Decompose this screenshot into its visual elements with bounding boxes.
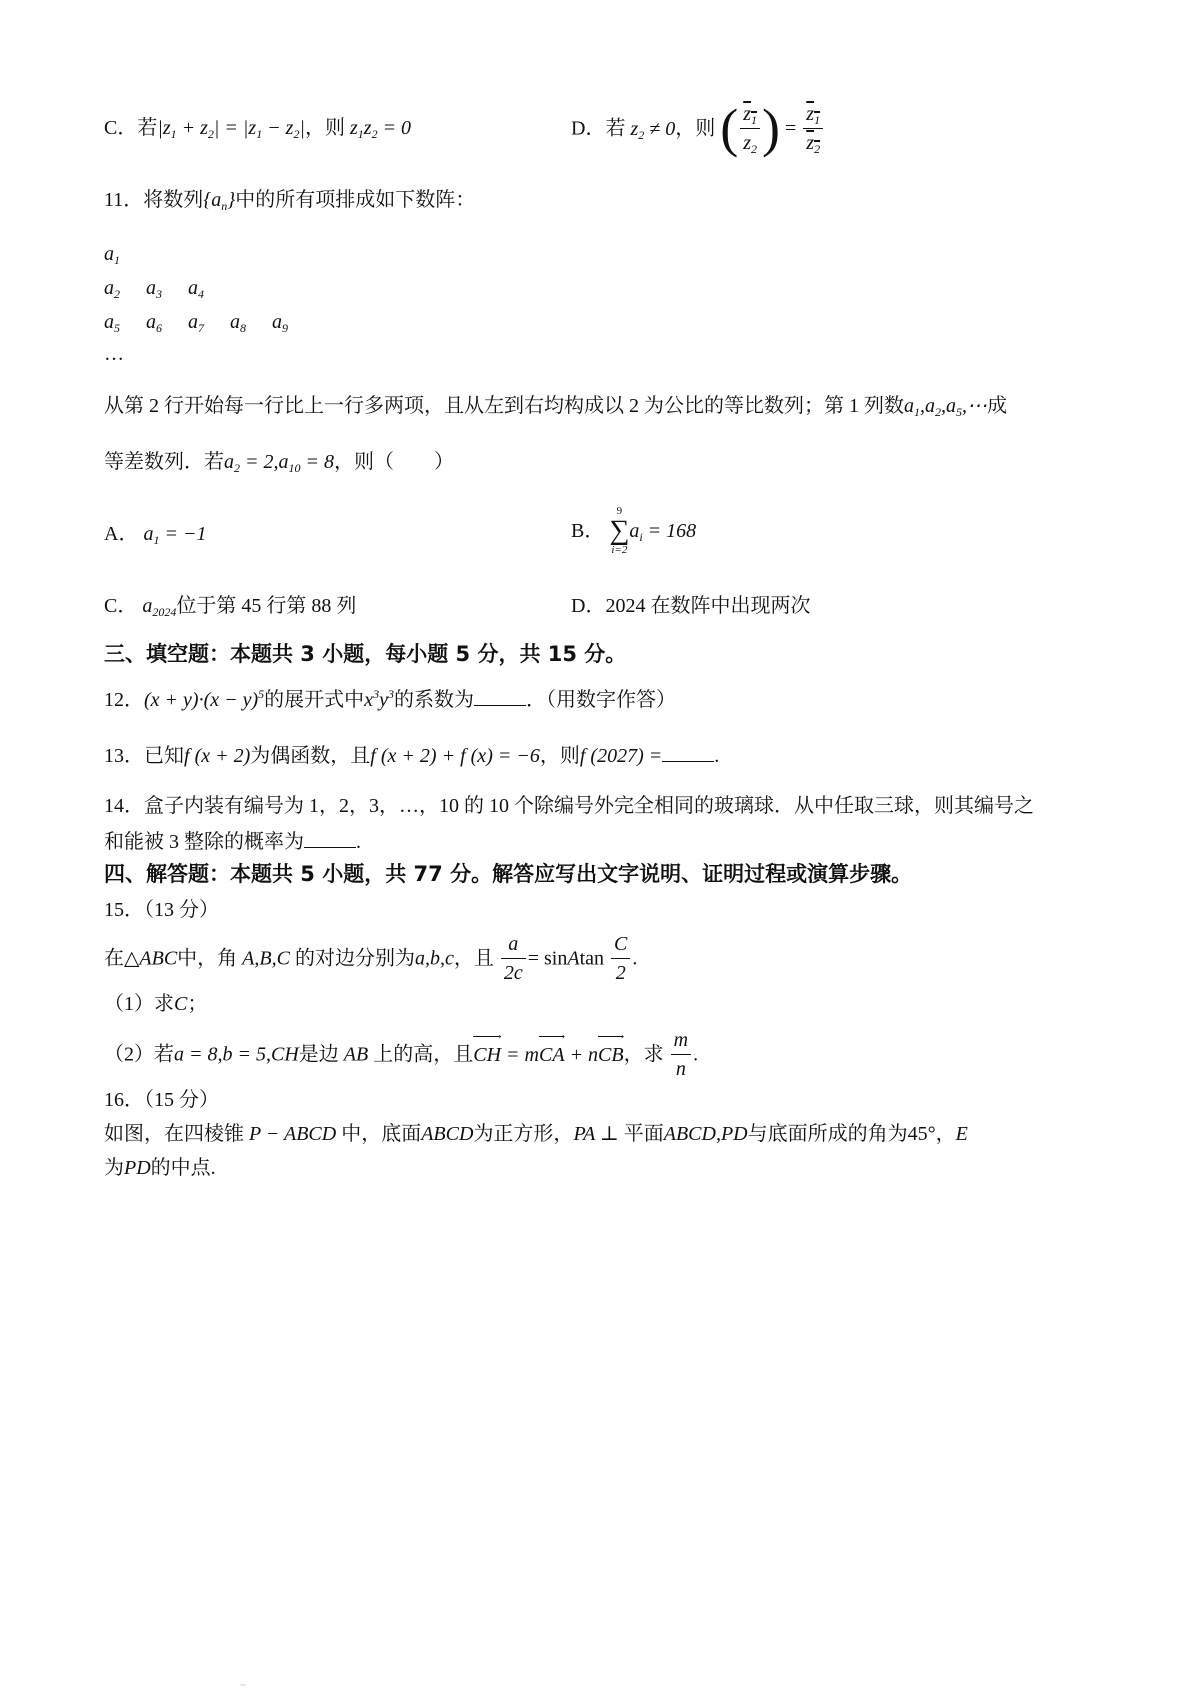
q16-text: 与底面所成的角为: [747, 1123, 908, 1145]
q10-option-d-label: D．若: [571, 117, 626, 140]
q12-tail: ．（用数字作答）: [525, 689, 676, 711]
formula: $|z_1 + z_2| = |z_1 - z_2|$: [157, 117, 305, 141]
q15-part2: （2）若a = 8,b = 5,CH是边 AB 上的高，且→ CH = m→ CA + n→ CB，求 $\frac{m}{n}$ .: [104, 1028, 698, 1081]
q15-text: ，且: [453, 947, 494, 970]
q14-line2: [104, 832, 361, 852]
array-row-2: $a_2$ $a_3$ $a_4$: [104, 277, 204, 301]
q12-text: 的系数为: [393, 689, 474, 711]
q11-option-a: [104, 523, 207, 547]
q16-text: 为: [104, 1157, 124, 1179]
q11-option-c: [104, 595, 357, 619]
option-label: A．: [104, 523, 139, 545]
q16-text: 如图，在四棱锥: [104, 1123, 244, 1145]
q14-tail: .: [356, 831, 361, 853]
section-3-title: 三、填空题：本题共 3 小题，每小题 5 分，共 15 分。: [104, 642, 627, 666]
q16-text: 中，底面: [341, 1123, 422, 1145]
q10-option-c-label: C．若: [104, 117, 158, 139]
q15-text: 中，角: [177, 947, 238, 970]
q15-text: 上的高，且: [373, 1043, 474, 1066]
q13-text: 为偶函数，且: [250, 745, 371, 767]
q11-desc-tail: 成: [987, 395, 1007, 417]
answer-blank[interactable]: [474, 691, 526, 706]
formula: $\{a_n\}$: [203, 189, 236, 213]
q10-option-d-text: ，则: [675, 117, 716, 140]
fraction: $\frac{z_1}{z_2}$: [740, 102, 760, 155]
formula: $a_1 = -1$: [138, 523, 207, 547]
q10-option-d: D．若 $z_2 \ne 0$，则 ( $\frac{z_1}{z_2}$ ) = $\frac{z_1}{z_2}$: [571, 102, 825, 155]
answer-blank[interactable]: [662, 747, 714, 762]
footer-mark: [240, 1684, 246, 1686]
formula: f (x + 2) + f (x) = −6: [370, 745, 540, 767]
q11-desc-line2: [104, 451, 454, 475]
formula: f (2027) =: [579, 745, 663, 767]
option-label: C．: [104, 595, 138, 617]
formula: $(x + y)\cdot(x - y)^5$: [144, 687, 265, 711]
q11-option-b: B． 9 ∑ i=2 $a_i = 168$: [571, 505, 697, 556]
section-4-title: 四、解答题：本题共 5 小题，共 77 分。解答应写出文字说明、证明过程或演算步骤。: [104, 862, 913, 886]
formula: $x^3y^3$: [364, 687, 394, 711]
q11-number: 11．将数列: [104, 189, 204, 211]
formula: $a_{2024}$: [137, 595, 177, 619]
q15-text: 在△: [104, 947, 140, 970]
q15-text: （2）若: [104, 1043, 174, 1066]
q11-option-d: D．2024 在数阵中出现两次: [571, 595, 811, 617]
q11-desc-text: 等差数列．若: [104, 451, 224, 473]
array-row-3: $a_5$ $a_6$ $a_7$ $a_8$ $a_9$: [104, 311, 288, 335]
q12-number: 12．: [104, 689, 144, 711]
q15-text: 的对边分别为: [294, 947, 415, 970]
q16-text: 的中点.: [150, 1157, 216, 1179]
q12: [104, 687, 676, 711]
q13: 13．已知f (x + 2)为偶函数，且f (x + 2) + f (x) = −6，则f (2027) = .: [104, 745, 720, 767]
q13-text: ，则: [539, 745, 580, 767]
q14-line1: 14．盒子内装有编号为 1，2，3，…，10 的 10 个除编号外完全相同的玻璃球．从中任取三球，则其编号之: [104, 795, 1034, 817]
q13-text: 13．已知: [104, 745, 184, 767]
q15-header: 15．（13 分）: [104, 899, 219, 921]
fraction: $\frac{a}{2c}$: [501, 932, 526, 985]
formula: $z_1z_2 = 0$: [344, 117, 412, 141]
array-ellipsis: …: [104, 343, 124, 365]
q15-text: （1）求: [104, 993, 174, 1015]
q15-text: ；: [187, 993, 208, 1015]
formula: f (x + 2): [184, 745, 251, 767]
answer-blank[interactable]: [304, 833, 356, 848]
fraction: $\frac{z_1}{z_2}$: [803, 102, 823, 155]
q10-option-c: [104, 117, 412, 141]
q15-part1: （1）求C；: [104, 993, 208, 1015]
sum-symbol: 9 ∑ i=2: [609, 505, 630, 556]
q16-header: 16．（15 分）: [104, 1089, 219, 1111]
q12-text: 的展开式中: [264, 689, 365, 711]
q11-desc-line1: [104, 395, 1007, 419]
q16-text: 平面: [623, 1123, 664, 1145]
q16-text: 为正方形，: [473, 1123, 574, 1145]
q11-desc-text: ，则（ ）: [334, 451, 454, 473]
formula: $z_2 \ne 0$: [625, 117, 676, 142]
array-row-1: $a_1$: [104, 243, 120, 267]
q15-text: ，求: [623, 1043, 664, 1066]
fraction: $\frac{m}{n}$: [671, 1028, 691, 1081]
q16-line2: 为PD的中点.: [104, 1157, 216, 1179]
q16-line1: 如图，在四棱锥 P − ABCD 中，底面ABCD为正方形，PA ⊥ 平面ABCD,PD与底面所成的角为45°，E: [104, 1123, 968, 1145]
q15-stem: 在△ABC中，角 A,B,C 的对边分别为a,b,c，且 $\frac{a}{2c}$ = sinAtan $\frac{C}{2}$ .: [104, 933, 638, 984]
q10-option-c-text: ，则: [304, 117, 345, 139]
option-label: B．: [571, 520, 605, 542]
formula: $a_1,a_2,a_5,\cdots$: [904, 395, 987, 419]
q14-text: 和能被 3 整除的概率为: [104, 831, 304, 853]
fraction: $\frac{C}{2}$: [611, 932, 630, 985]
formula: $a_2 = 2,a_{10} = 8$: [224, 451, 334, 475]
q11-text: 中的所有项排成如下数阵：: [235, 189, 476, 211]
q11-desc-text: 从第 2 行开始每一行比上一行多两项，且从左到右均构成以 2 为公比的等比数列；第 1 列数: [104, 395, 904, 417]
q11-stem: [104, 189, 476, 213]
q15-text: 是边: [298, 1043, 339, 1066]
option-text: 位于第 45 行第 88 列: [176, 595, 357, 617]
